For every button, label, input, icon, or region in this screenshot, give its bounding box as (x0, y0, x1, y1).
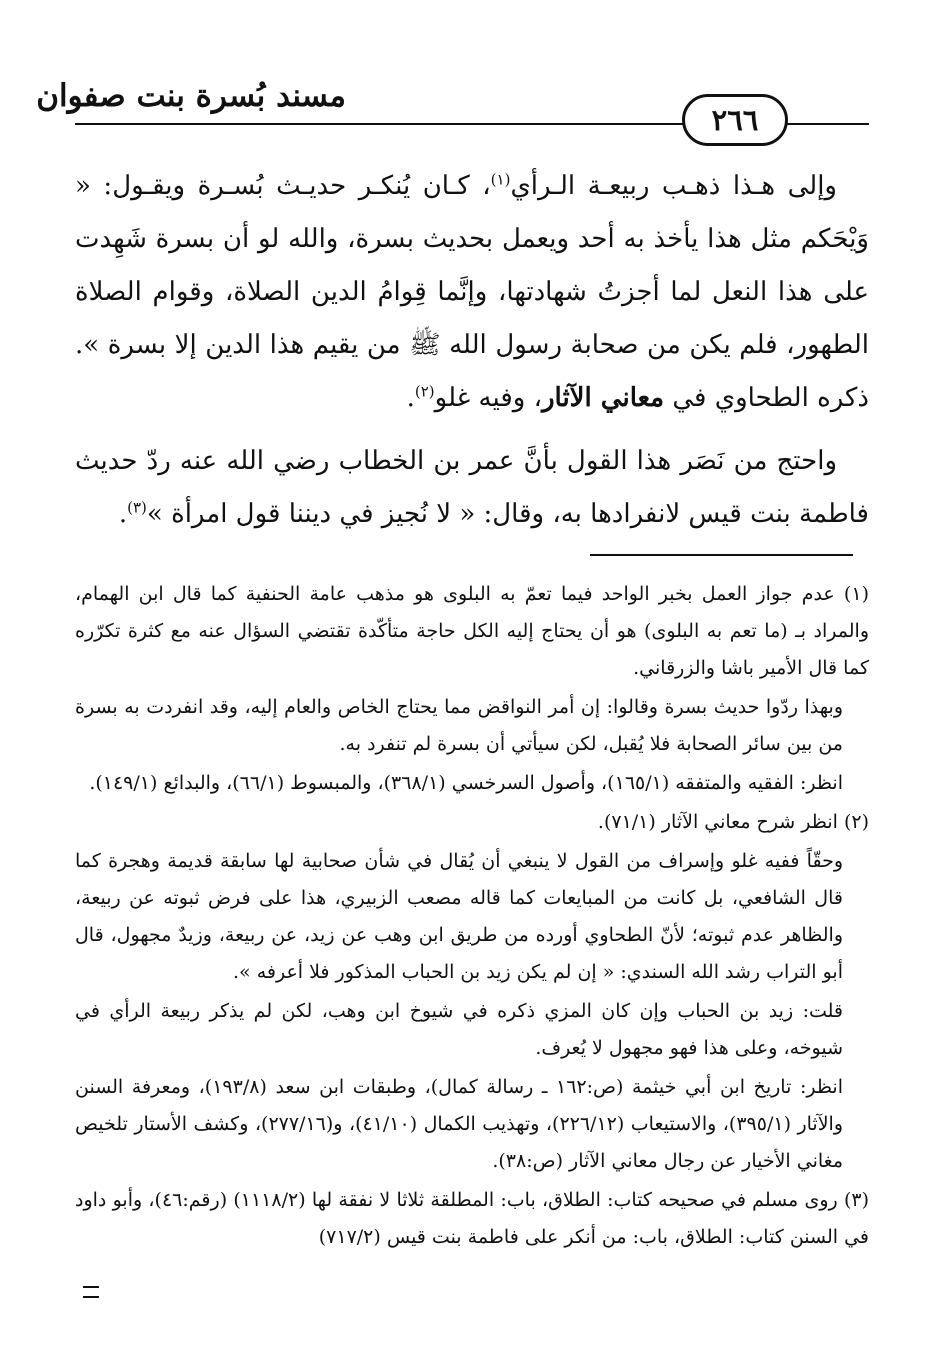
footnote-1: (١) عدم جواز العمل بخبر الواحد فيما تعمّ به البلوى هو مذهب عامة الحنفية كما قال ابن الهمام، والمراد بـ (ما تعم به البلوى) هو أن يحتاج إليه الكل حاجة متأكّدة تقتضي السؤال عنه مع كثرة تكرّره كما قال الأمير باشا والزرقاني. (75, 583, 869, 679)
footnote-ref-1: (١) (490, 170, 511, 189)
paragraph-1-text-3: ، وفيه غلو (434, 383, 542, 413)
footnote-2-continuation: وحقّاً ففيه غلو وإسراف من القول لا ينبغي أن يُقال في شأن صحابية لها سابقة قديمة وهجرة كما قال الشافعي، بل كانت من المبايعات كما قاله مصعب الزبيري، هذا على فرض ثبوته عن ربيعة، والظاهر عدم ثبوته؛ لأنّ الطحاوي أورده من طريق ابن وهب عن زيد، عن ربيعة، وزيدٌ مجهول، قال أبو التراب رشد الله السندي: « إن لم يكن زيد بن الحباب المذكور فلا أعرفه ». (75, 850, 843, 983)
footnote-ref-2: (٢) (414, 382, 435, 401)
footnote-1-references: انظر: الفقيه والمتفقه (١٦٥/١)، وأصول السرخسي (٣٦٨/١)، والمبسوط (٦٦/١)، والبدائع (١٤٩/١). (89, 772, 843, 794)
footnote-ref-3: (٣) (127, 498, 147, 517)
footnote-1-continuation: وبهذا ردّوا حديث بسرة وقالوا: إن أمر النواقض مما يحتاج الخاص والعام إليه، وقد انفردت به بسرة من بين سائر الصحابة فلا يُقبل، لكن سيأتي أن بسرة لم تنفرد به. (75, 696, 843, 755)
paragraph-1 (75, 160, 869, 425)
continuation-mark (83, 1286, 99, 1298)
running-title: مسند بُسرة بنت صفوان (36, 78, 346, 114)
paragraph-1-end: . (406, 383, 415, 413)
page-number-frame (682, 94, 788, 146)
paragraph-1-text-2: ، كـان يُنكـر حديـث بُسـرة ويقـول: « وَيْحَكم مثل هذا يأخذ به أحد ويعمل بحديث بسرة، والله لو أن بسرة شَهِدت على هذا النعل لما أجزتُ شهادتها، وإنَّما قِوامُ الدين الصلاة، وقوام الصلاة الطهور، فلم يكن من صحابة رسول الله ﷺ من يقيم هذا الدين إلا بسرة ». ذكره الطحاوي في (75, 171, 869, 413)
footnote-3: (٣) روى مسلم في صحيحه كتاب: الطلاق، باب: المطلقة ثلاثا لا نفقة لها (١١١٨/٢) (رقم:٤٦)، وأبو داود في السنن كتاب: الطلاق، باب: من أنكر على فاطمة بنت قيس (٧١٧/٢) (75, 1189, 869, 1248)
book-title-maani-al-athar: معاني الآثار (541, 383, 665, 413)
paragraph-2-end: . (118, 499, 128, 529)
paragraph-2-text: واحتج من نَصَر هذا القول بأنَّ عمر بن الخطاب رضي الله عنه ردّ حديث فاطمة بنت قيس لانفرادها به، وقال: « لا نُجيز في ديننا قول امرأة » (75, 446, 869, 529)
footnote-2-references: انظر: تاريخ ابن أبي خيثمة (ص:١٦٢ ـ رسالة كمال)، وطبقات ابن سعد (١٩٣/٨)، ومعرفة السنن والآثار (٣٩٥/١)، والاستيعاب (٢٢٦/١٢)، وتهذيب الكمال (٤١/١٠)، و(٢٧٧/١٦)، وكشف الأستار تلخيص مغاني الأخيار عن رجال معاني الآثار (ص:٣٨). (75, 1076, 844, 1172)
footnote-2: (٢) انظر شرح معاني الآثار (٧١/١). (597, 811, 869, 833)
footnotes (75, 576, 869, 1258)
footnote-2-comment: قلت: زيد بن الحباب وإن كان المزي ذكره في شيوخ ابن وهب، لكن لم يذكر ربيعة الرأي في شيوخه، وعلى هذا فهو مجهول لا يُعرف. (75, 1000, 843, 1059)
footnote-separator (590, 554, 853, 556)
paragraph-1-text: وإلى هـذا ذهـب ربيعـة الـرأي (510, 171, 837, 201)
main-text (75, 160, 869, 551)
paragraph-2 (75, 435, 869, 541)
page-number: ٢٦٦ (711, 103, 759, 137)
